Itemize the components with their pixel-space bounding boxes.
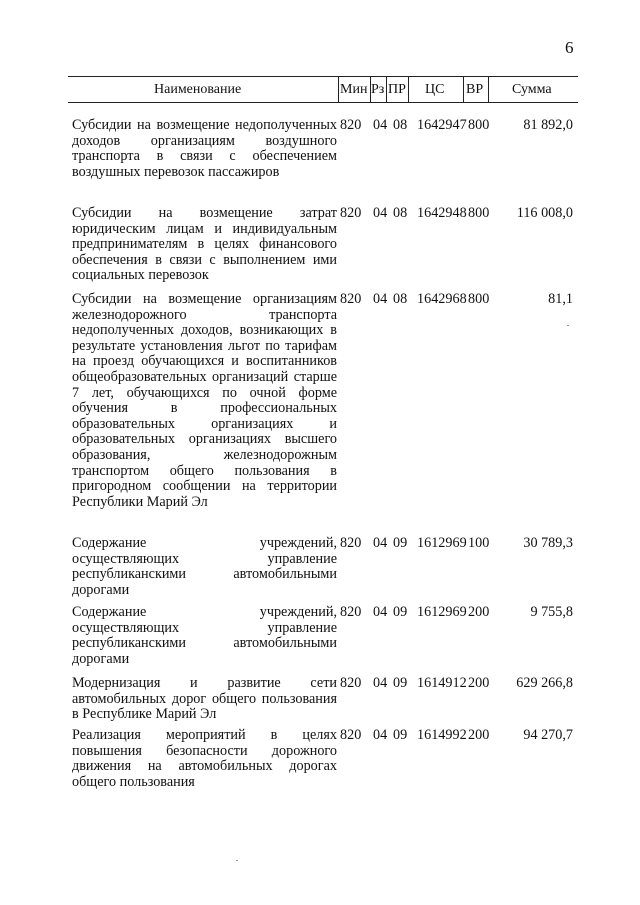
row-sum: 116 008,0: [516, 205, 573, 221]
row-min: 820: [340, 675, 362, 691]
row-min: 820: [340, 535, 362, 551]
row-cs: 1642947: [417, 117, 467, 133]
header-name: Наименование: [154, 82, 242, 97]
row-name: Реализация мероприятий в целях повышения безопасности дорожного движения на автомобильных дорогах общего пользования: [72, 727, 337, 790]
row-cs: 1614912: [417, 675, 467, 691]
row-min: 820: [340, 727, 362, 743]
row-pr: 08: [393, 117, 408, 133]
row-pr: 09: [393, 675, 408, 691]
row-vr: 100: [468, 535, 490, 551]
row-rz: 04: [373, 535, 388, 551]
row-name: Модернизация и развитие сети автомобильных дорог общего пользования в Республике Марий Эл: [72, 675, 337, 723]
row-cs: 1614992: [417, 727, 467, 743]
row-cs: 1612969: [417, 535, 467, 551]
page-number: 6: [565, 38, 574, 57]
row-vr: 800: [468, 117, 490, 133]
row-pr: 08: [393, 205, 408, 221]
column-divider: [386, 77, 387, 102]
header-pr: ПР: [388, 82, 406, 97]
column-divider: [463, 77, 464, 102]
row-sum: 81 892,0: [523, 117, 573, 133]
row-vr: 200: [468, 675, 490, 691]
row-cs: 1642948: [417, 205, 467, 221]
scan-speck: [236, 860, 238, 861]
header-rz: Рз: [371, 82, 385, 97]
header-vr: ВР: [466, 82, 484, 97]
table-header-bottom-border: [68, 102, 578, 103]
row-name: Субсидии на возмещение недополученных доходов организациям воздушного транспорта в связи с обеспечением воздушных перевозок пассажиров: [72, 117, 337, 180]
row-min: 820: [340, 117, 362, 133]
row-name: Субсидии на возмещение затрат юридическим лицам и индивидуальным предпринимателям в целях финансового обеспечения в связи с выполнением ими социальных перевозок: [72, 205, 337, 284]
row-sum: 94 270,7: [523, 727, 573, 743]
row-vr: 200: [468, 604, 490, 620]
row-rz: 04: [373, 117, 388, 133]
row-rz: 04: [373, 675, 388, 691]
row-rz: 04: [373, 604, 388, 620]
row-sum: 81,1: [548, 291, 573, 307]
row-pr: 09: [393, 604, 408, 620]
row-rz: 04: [373, 727, 388, 743]
row-min: 820: [340, 205, 362, 221]
column-divider: [488, 77, 489, 102]
row-sum: 9 755,8: [530, 604, 573, 620]
row-min: 820: [340, 604, 362, 620]
row-vr: 800: [468, 205, 490, 221]
header-sum: Сумма: [512, 82, 552, 97]
row-cs: 1642968: [417, 291, 467, 307]
row-rz: 04: [373, 291, 388, 307]
row-vr: 200: [468, 727, 490, 743]
row-name: Субсидии на возмещение организациям железнодорожного транспорта недополученных доходов, возникающих в результате установления льгот по тарифам на проезд обучающихся и воспитанников общеобразовательных организаций старше 7 лет, обучающихся по очной форме обучения в профессиональных образовательных организациях и образовательных организациях высшего образования, железнодорожным транспортом общего пользования в пригородном сообщении на территории Республики Марий Эл: [72, 291, 337, 510]
row-min: 820: [340, 291, 362, 307]
header-min: Мин: [340, 82, 368, 97]
row-name: Содержание учреждений, осуществляющих управление республиканскими автомобильными дорогами: [72, 604, 337, 667]
row-cs: 1612969: [417, 604, 467, 620]
row-vr: 800: [468, 291, 490, 307]
table-header-top-border: [68, 76, 578, 77]
column-divider: [338, 77, 339, 102]
row-pr: 08: [393, 291, 408, 307]
column-divider: [408, 77, 409, 102]
scan-speck: [567, 325, 569, 326]
row-pr: 09: [393, 535, 408, 551]
row-sum: 30 789,3: [523, 535, 573, 551]
header-cs: ЦС: [425, 82, 445, 97]
row-pr: 09: [393, 727, 408, 743]
row-name: Содержание учреждений, осуществляющих управление республиканскими автомобильными дорогами: [72, 535, 337, 598]
row-rz: 04: [373, 205, 388, 221]
row-sum: 629 266,8: [516, 675, 573, 691]
